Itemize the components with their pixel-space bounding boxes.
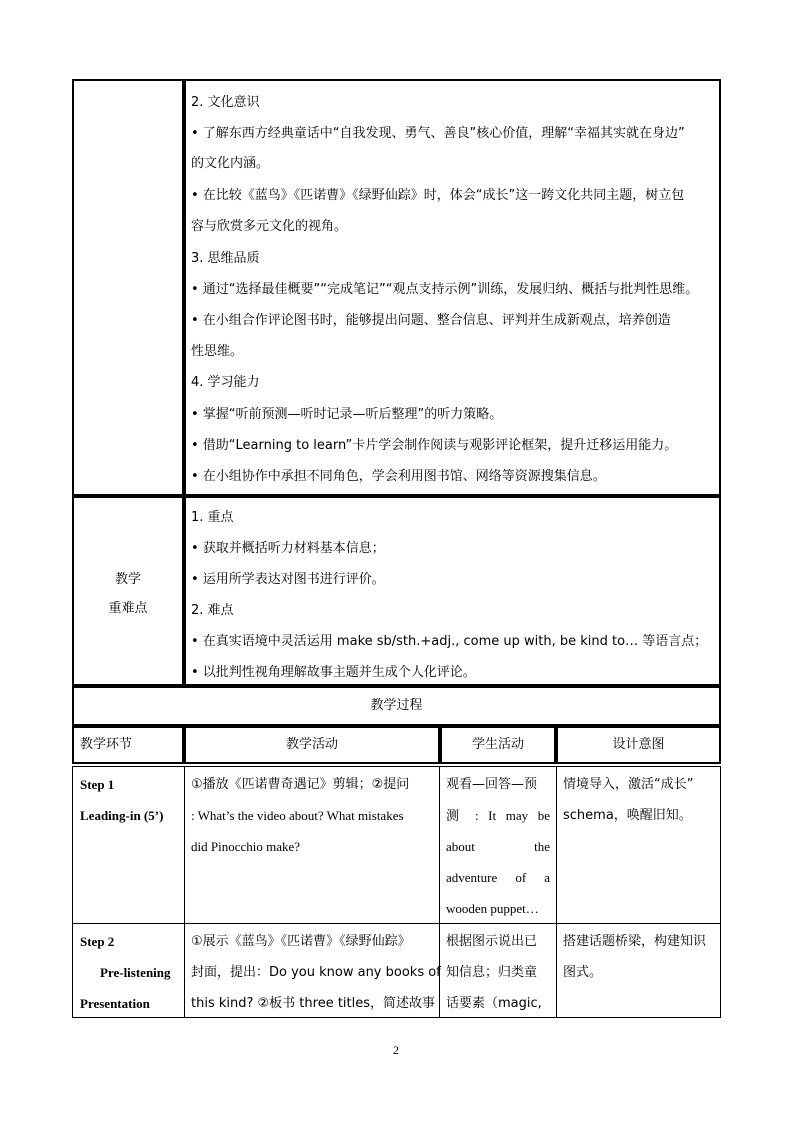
grid-col-1 xyxy=(184,766,185,1018)
culture-bullet-2-line-2: 容与欣赏多元文化的视角。 xyxy=(191,219,348,234)
key-point-1: • 获取并概括听力材料基本信息； xyxy=(191,541,385,556)
step2-teacher-line-1: ①展示《蓝鸟》《匹诺曹》《绿野仙踪》 xyxy=(191,934,411,949)
learning-bullet-1: • 掌握“听前预测—听时记录—听后整理”的听力策略。 xyxy=(191,407,503,422)
key-points-label-cell xyxy=(72,496,184,686)
step1-student-line-3: about the xyxy=(446,839,550,854)
key-points-content-cell xyxy=(184,496,721,686)
step2-subtitle-1: Pre-listening xyxy=(100,965,171,980)
grid-top xyxy=(72,766,721,767)
step2-student-line-3: 话要素（magic, xyxy=(446,996,542,1011)
grid-row-sep xyxy=(72,923,721,924)
thinking-bullet-2-line-2: 性思维。 xyxy=(191,344,244,359)
step2-design-line-1: 搭建话题桥梁，构建知识 xyxy=(563,934,707,949)
difficult-points-heading: 2. 难点 xyxy=(191,603,234,618)
step1-student-line-1: 观看—回答—预 xyxy=(446,777,538,792)
step1-design-line-2: schema，唤醒旧知。 xyxy=(563,808,692,823)
step2-subtitle-2: Presentation xyxy=(80,996,150,1011)
grid-bottom xyxy=(72,1017,721,1018)
step2-teacher-line-2: 封面，提出：Do you know any books of xyxy=(191,965,441,980)
step1-teacher-line-2: : What’s the video about? What mistakes xyxy=(191,808,404,823)
culture-heading: 2. 文化意识 xyxy=(191,95,260,110)
culture-bullet-2-line-1: • 在比较《蓝鸟》《匹诺曹》《绿野仙踪》时，体会“成长”这一跨文化共同主题，树立包 xyxy=(191,188,685,203)
culture-bullet-1-line-2: 的文化内涵。 xyxy=(191,156,270,171)
learning-heading: 4. 学习能力 xyxy=(191,375,260,390)
process-title: 教学过程 xyxy=(370,698,423,713)
thinking-bullet-1: • 通过“选择最佳概要”“完成笔记”“观点支持示例”训练，发展归纳、概括与批判性思维。 xyxy=(191,282,699,297)
grid-right xyxy=(720,766,721,1018)
learning-bullet-3: • 在小组协作中承担不同角色，学会利用图书馆、网络等资源搜集信息。 xyxy=(191,469,606,484)
step2-name: Step 2 xyxy=(80,934,115,949)
key-point-2: • 运用所学表达对图书进行评价。 xyxy=(191,572,385,587)
thinking-bullet-2-line-1: • 在小组合作评论图书时，能够提出问题、整合信息、评判并生成新观点，培养创造 xyxy=(191,313,671,328)
key-points-heading: 1. 重点 xyxy=(191,510,234,525)
header-student: 学生活动 xyxy=(471,737,524,752)
grid-col-3 xyxy=(556,766,557,1018)
key-points-label-line-1: 教学 xyxy=(114,572,141,587)
step1-student-line-5: wooden puppet… xyxy=(446,901,539,916)
step1-teacher-line-1: ①播放《匹诺曹奇遇记》剪辑；②提问 xyxy=(191,777,410,792)
step2-student-line-1: 根据图示说出已 xyxy=(446,934,538,949)
learning-bullet-2: • 借助“Learning to learn”卡片学会制作阅读与观影评论框架，提升迁移运用能力。 xyxy=(191,438,678,453)
step1-subtitle: Leading-in (5’) xyxy=(80,808,164,823)
step1-name: Step 1 xyxy=(80,777,115,792)
culture-bullet-1-line-1: • 了解东西方经典童话中“自我发现、勇气、善良”核心价值，理解“幸福其实就在身边” xyxy=(191,126,685,141)
step1-student-line-2: 测 : It may be xyxy=(446,808,550,823)
thinking-heading: 3. 思维品质 xyxy=(191,251,260,266)
step1-student-line-4: adventure of a xyxy=(446,870,550,885)
step2-student-line-2: 知信息；归类童 xyxy=(446,965,538,980)
page-number: 2 xyxy=(393,1043,399,1057)
step1-teacher-line-3: did Pinocchio make? xyxy=(191,839,301,854)
step1-design-line-1: 情境导入，激活“成长” xyxy=(563,777,694,792)
difficult-point-2: • 以批判性视角理解故事主题并生成个人化评论。 xyxy=(191,665,476,680)
step2-teacher-line-3: this kind? ②板书 three titles，简述故事 xyxy=(191,996,436,1011)
objectives-label-cell xyxy=(72,79,184,496)
key-points-label-line-2: 重难点 xyxy=(108,601,148,616)
step2-design-line-2: 图式。 xyxy=(563,965,603,980)
header-design: 设计意图 xyxy=(612,737,665,752)
header-teacher: 教学活动 xyxy=(285,737,338,752)
difficult-point-1: • 在真实语境中灵活运用 make sb/sth.+adj., come up with, be kind to… 等语言点； xyxy=(191,634,708,649)
header-stage: 教学环节 xyxy=(80,737,133,752)
grid-left xyxy=(72,766,73,1018)
